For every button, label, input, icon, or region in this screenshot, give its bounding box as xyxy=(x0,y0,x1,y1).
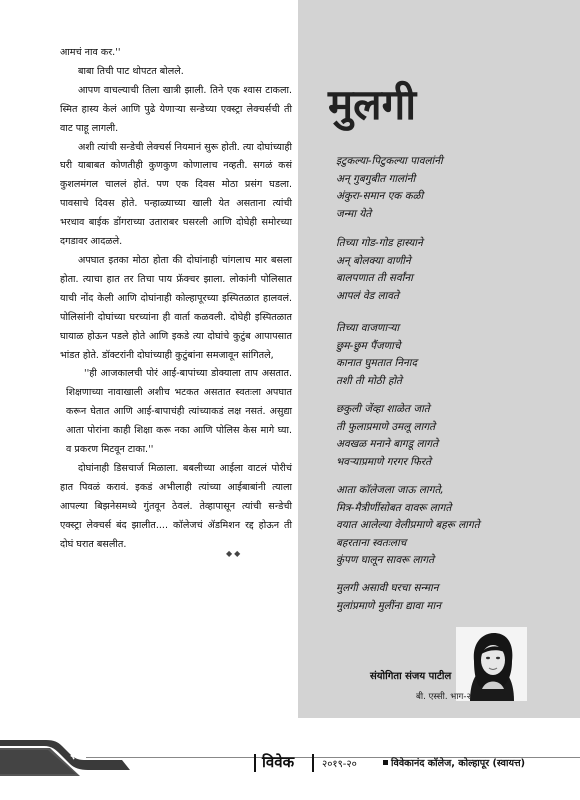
poem-stanza xyxy=(336,153,443,223)
author-class: बी. एस्सी. भाग-२ xyxy=(416,692,471,702)
story-paragraph: आपण वाचल्याची तिला खात्री झाली. तिने एक श्वास टाकला. स्मित हास्य केलं आणि पुढे येणाऱ्या सन्डेच्या एक्स्ट्रा लेक्चर्सची ती वाट पाहू लागली. xyxy=(60,84,292,134)
poem-line: अवखळ मनाने बागडू लागते xyxy=(336,438,438,451)
story-paragraph: बाबा तिची पाट थोपटत बोलले. xyxy=(78,65,184,77)
poem-stanza xyxy=(336,482,480,570)
page-footer xyxy=(0,738,580,800)
poem-panel xyxy=(298,0,580,718)
poem-line: वयात आलेल्या वेलीप्रमाणे बहरू लागते xyxy=(336,519,480,532)
poem-line: छकुली जेंव्हा शाळेत जाते xyxy=(336,403,430,415)
poem-line: अन् बोलक्या वाणीने xyxy=(336,254,411,267)
academic-year: २०१९-२० xyxy=(322,759,357,770)
author-name: संयोगिता संजय पाटील xyxy=(370,671,452,682)
college-name: विवेकानंद कॉलेज, कोल्हापूर (स्वायत्त) xyxy=(391,758,526,769)
poem-stanza xyxy=(336,401,438,471)
poem-line: तिच्या वाजणाऱ्या xyxy=(336,322,400,334)
poem-stanza xyxy=(336,580,441,615)
poem-line: आता कॉलेजला जाऊ लागते, xyxy=(336,484,444,496)
story-paragraph: दोघांनाही डिसचार्ज मिळाला. बबलीच्या आईला वाटलं पोरीचं हात पिवळं करावं. इकडं अभीलाही त्यांच्या आईबाबांनी त्याला आपल्या बिझनेसमध्ये गुंतवून ठेवलं. तेव्हापासून त्यांची सन्डेची एक्स्ट्रा लेक्चर्स बंद झालीत.... कॉलेजचं ॲडमिशन रद्द होऊन ती दोघं घरात बसलीत. xyxy=(60,462,292,550)
poem-line: बालपणात ती सर्वांना xyxy=(336,272,413,285)
poem-line: तशी ती मोठी होते xyxy=(336,374,402,387)
poem-line: भवऱ्याप्रमाणे गरगर फिरते xyxy=(336,455,432,468)
poem-stanza xyxy=(336,235,423,305)
page-number: २४ xyxy=(70,749,82,762)
poem-title: मुलगी xyxy=(328,80,417,129)
poem-line: बहरताना स्वतःलाच xyxy=(336,536,407,549)
poem-line: मुलगी असावी घरचा सन्मान xyxy=(336,582,439,594)
story-paragraph: अशी त्यांची सन्डेची लेक्चर्स नियमानं सुरू होती. त्या दोघांच्याही घरी याबाबत कोणतीही कुणकुण कोणालाच नव्हती. सगळं कसं कुशलमंगल चाललं होतं. पण एक दिवस मोठा प्रसंग घडला. पावसाचे दिवस होते. पन्हाळ्याच्या खाली येत असताना त्यांची भरधाव बाईक डोंगराच्या उताराबर घसरली आणि दोघेही समोरच्या दगडावर आदळले. xyxy=(60,141,292,248)
story-paragraph: आमचं नाव कर.'' xyxy=(60,47,121,58)
poem-line: छुम-छुम पैंजणाचे xyxy=(336,339,401,352)
poem-line: अंकुरा-समान एक कळी xyxy=(336,190,424,203)
poem-line: मुलांप्रमाणे मुलींना द्यावा मान xyxy=(336,599,441,612)
poem-line: ती फुलाप्रमाणे उमलू लागते xyxy=(336,420,436,433)
poem-line: मित्र-मैत्रीणींसोबत वावरू लागते xyxy=(336,501,452,514)
poem-line: अन् गुबगुबीत गालांनी xyxy=(336,172,416,185)
end-mark: ◆◆ xyxy=(226,549,243,558)
poem-line: तिच्या गोड-गोड हास्याने xyxy=(336,237,423,249)
story-column xyxy=(60,44,292,554)
poem-line: आपलं वेड लावते xyxy=(336,289,399,302)
magazine-name: विवेक xyxy=(262,753,295,771)
poem-line: कुंपण घालून सावरू लागते xyxy=(336,554,435,567)
poem-line: कानात घुमतात निनाद xyxy=(336,357,417,370)
separator-bar xyxy=(312,754,314,772)
poem-line: जन्मा येते xyxy=(336,207,372,220)
story-paragraph: ''ही आजकालची पोरं आई-बापांच्या डोक्याला ताप असतात. शिक्षणाच्या नावाखाली अशीच भटकत असतात स्वतःला अपघात करून घेतात आणि आई-बापाचंही त्यांच्याकडं लक्ष नसतं. असुद्या आता पोरांना काही शिक्षा करू नका आणि पोलिस केस मागे घ्या. व प्रकरण मिटवून टाका.'' xyxy=(66,368,292,456)
poem-stanza xyxy=(336,320,417,390)
separator-bar xyxy=(254,754,256,772)
poem-line: इटुकल्या-पिटुकल्या पावलांनी xyxy=(336,155,443,167)
story-paragraph: अपघात इतका मोठा होता की दोघांनाही चांगलाच मार बसला होता. त्याचा हात तर तिचा पाय फ्रॅक्चर झाला. लोकांनी पोलिसात याची नोंद केली आणि दोघांनाही कोल्हापूरच्या इस्पितळात हालवलं. पोलिसांनी दोघांच्या घरच्यांना ही वार्ता कळवली. दोघेही इस्पितळात घायाळ होऊन पडले होते आणि इकडे त्या दोघांचे कुटुंब आपापसात भांडत होते. डॉक्टरांनी दोघांच्याही कुटुंबांना समजावून सांगितले, xyxy=(60,254,292,361)
